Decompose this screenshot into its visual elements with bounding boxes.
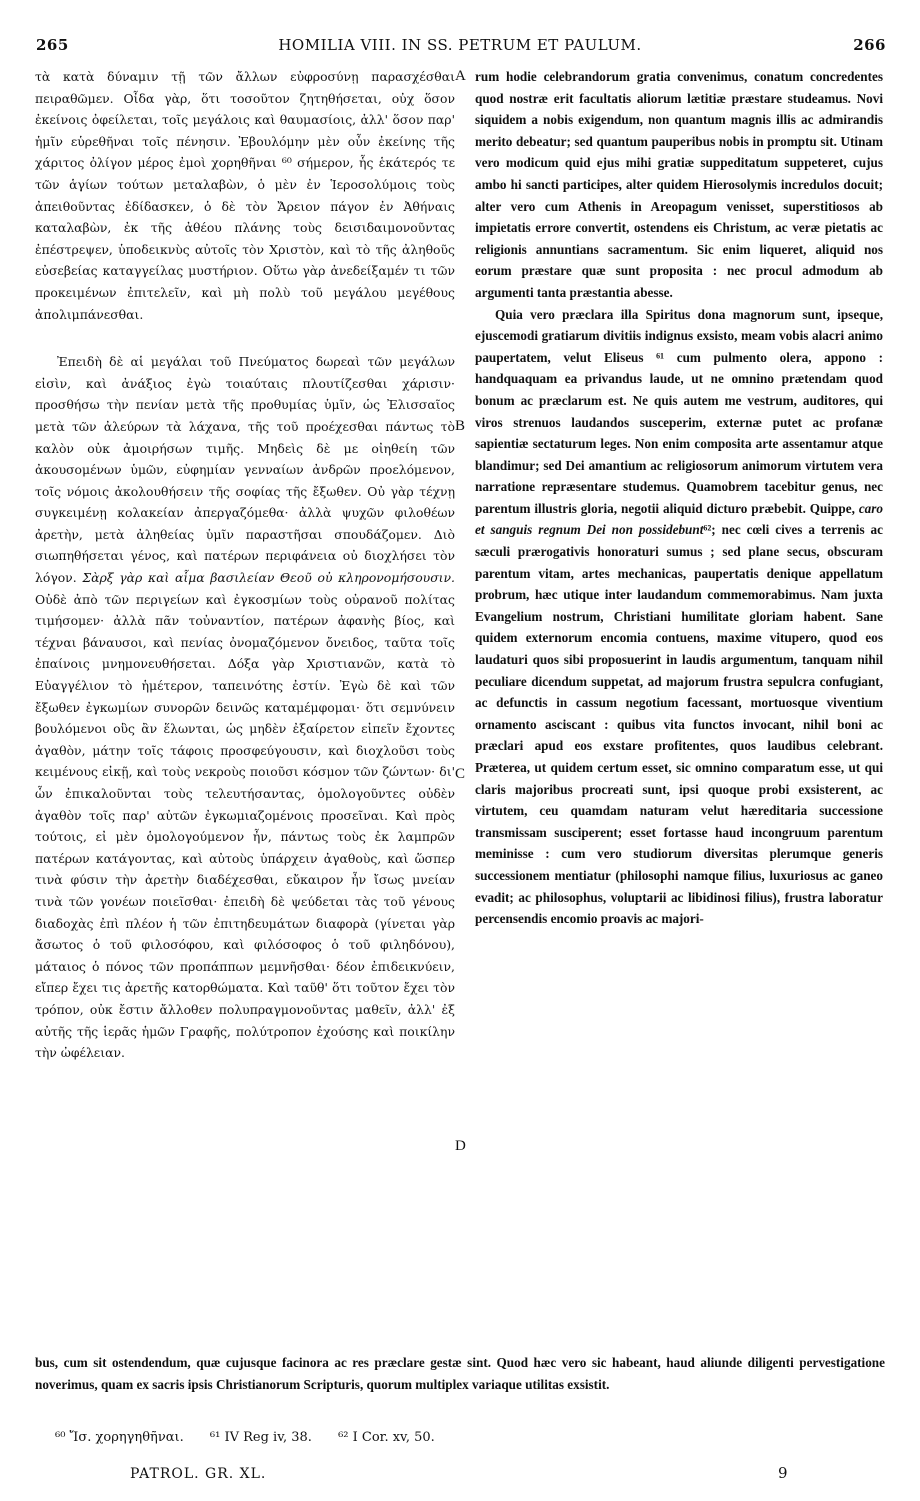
full-width-latin-ending: bus, cum sit ostendendum, quæ cujusque facinora ac res præclare gestæ sint. Quod hæc vero sic habeant, haud aliunde diligenti pervestigatione noverimus, quam ex sacris ipsis Christianorum Scripturis, quorum multiplex variaque utilitas exsistit. xyxy=(35,1355,885,1392)
greek-paragraph-2 xyxy=(35,351,455,1064)
running-header xyxy=(30,36,890,60)
section-marker-a: A xyxy=(455,68,466,84)
signature-mark: PATROL. GR. XL. xyxy=(130,1466,267,1482)
latin-paragraph-2-end: ; nec cœli cives a terrenis ac sæculi prærogativis honoraturi sumus ; sed plane secus, obscuram parentum vitam, artes mechanicas, paupertatis denique appellatum probrum, hæc utique inter laudandum commemorabimus. Nam juxta Evangelium nostrum, Christiani humilitate gloriam habent. Sane quidem externorum encomia contuens, maxime vitupero, quod eos laudaturi quos sibi proposuerint in laudis argumentum, tanquam nihil peculiare dicendum suppetat, ad majorum frustra sepulcra confugiant, ac defunctis in cassum negotium facessant, mortuosque viventium ornamento asciscant : quibus vita functos invocant, nihil boni ac præclari apud eos exstare profitentes, quos laudibus celebrant. Præterea, ut quidem certum esset, sic omnino comparatum esse, ut qui claris majoribus procreati sunt, ipsi quoque probi exsisterent, ac virtutem, ceu quamdam naturam velut hæreditaria successione transmissam susciperent; esset fortasse haud incongruum parentum meminisse : cum vero studiorum diversitas plerumque generis successionem mentiatur (philosophi namque filius, luxuriosus ac ganeo evadit; ac philosophus, voluptarii ac libidinosi filius), frustra laboratur percensendis encomio proavis ac majori- xyxy=(475,522,883,927)
footnote-61: ⁶¹ IV Reg iv, 38. xyxy=(209,1430,312,1445)
greek-paragraph-2-end: Οὐδὲ ἀπὸ τῶν περιγείων καὶ ἐγκοσμίων τοὺς οὐρανοῦ πολίτας τιμήσομεν· ἀλλὰ πᾶν τοὐναντίον, πατέρων ἀφανὴς βίος, καὶ τέχναι βάναυσοι, καὶ πενίας ὀνομαζόμενον ὄνειδος, ταῦτα τοῖς ἐπαίνοις μνημονευθήσεται. Δόξα γὰρ Χριστιανῶν, κατὰ τὸ Εὐαγγέλιον τὸ ἡμέτερον, ταπεινότης ἐστίν. Ἐγὼ δὲ καὶ τῶν ἔξωθεν ἐγκωμίων συνορῶν δεινῶς καταμέμφομαι· ὅτι σεμνύνειν βουλόμενοι οὓς ἂν ἕλωνται, ὡς μηδὲν ἐξαίρετον εἰπεῖν ἔχοντες ἀγαθὸν, μάτην τοῖς τάφοις προσφεύγουσιν, καὶ διοχλοῦσι τοὺς κειμένους εἰκῇ, καὶ τοὺς νεκροὺς ποιοῦσι κόσμον τῶν ζώντων· δι' ὧν ἐπικαλοῦνται τοὺς τελευτήσαντας, ὁμολογοῦντες οὐδὲν ἀγαθὸν τοῖς παρ' αὐτῶν ἐγκωμιαζομένοις προσεῖναι. Καὶ πρὸς τούτοις, εἰ μὲν ὁμολογούμενον ἦν, πάντως τοὺς ἐκ λαμπρῶν πατέρων κατάγοντας, καὶ αὐτοὺς ὑπάρχειν ἀγαθοὺς, καὶ ὥσπερ τινὰ φύσιν τὴν ἀρετὴν διαδέχεσθαι, εὔκαιρον ἦν ἴσως μνείαν τινὰ τῶν γονέων ποιεῖσθαι· ἐπειδὴ δὲ ψεύδεται τὰς τοῦ γένους διαδοχὰς ἐπὶ πλέον ἡ τῶν ἐπιτηδευμάτων διαφορὰ (γίνεται γὰρ ἄσωτος ὁ τοῦ φιλοσόφου, καὶ φιλόσοφος ὁ τοῦ φιληδόνου), μάταιος ὁ πόνος τῶν προπάππων μεμνῆσθαι· δέον ἐπιδεικνύειν, εἴπερ ἔχει τις ἀρετῆς κατορθώματα. Καὶ ταῦθ' ὅτι τοῦτον ἔχει τὸν τρόπον, οὐκ ἔστιν ἄλλοθεν πολυπραγμονοῦντας μαθεῖν, ἀλλ' ἐξ αὐτῆς τῆς ἱερᾶς ἡμῶν Γραφῆς, πολύτροπον ἐχούσης καὶ ποικίλην τὴν ὠφέλειαν. xyxy=(35,591,455,1061)
latin-footnote-ref: ⁶² xyxy=(703,522,712,538)
footnotes xyxy=(55,1430,875,1445)
latin-scripture-quote: caro et sanguis regnum Dei non possidebunt xyxy=(475,500,884,538)
greek-paragraph-1: τὰ κατὰ δύναμιν τῇ τῶν ἄλλων εὐφροσύνῃ παρασχέσθαι πειραθῶμεν. Οἶδα γὰρ, ὅτι τοσοῦτον ζητηθήσεται, οὐχ ὅσον ἐκείνοις ὀφείλεται, τοῖς μεγάλοις καὶ θαυμασίοις, ἀλλ' ὅσον παρ' ἡμῖν εὑρεθῆναι τοῖς πένησιν. Ἐβουλόμην μὲν οὖν ἐκείνης τῆς χάριτος ὀλίγον μέρος ἐμοὶ χορηθῆναι ⁶⁰ σήμερον, ἧς ἑκάτερός τε τῶν ἁγίων τούτων μεταλαβὼν, ὁ μὲν ἐν Ἱεροσολύμοις τοὺς ἀπειθοῦντας ἐδίδασκεν, ὁ δὲ τὸν Ἄρειον πάγον ἐν Ἀθήναις καταλαβὼν, ἐκ τῆς ἀθέου πλάνης τοὺς δεισιδαιμονοῦντας ἐπέστρεψεν, ὑποδεικνὺς αὐτοῖς τὸν Χριστὸν, καὶ τὸ τῆς ἀληθοῦς εὐσεβείας καταγγείλας μυστήριον. Οὕτω γὰρ ἀνεδείξαμέν τι τῶν προκειμένων ἐπιτελεῖν, καὶ μὴ πολὺ τοῦ μεγάλου μεγέθους ἀπολιμπάνεσθαι. xyxy=(35,69,455,322)
page-number-right: 266 xyxy=(853,36,886,54)
footnote-60: ⁶⁰ Ἴσ. χορηγηθῆναι. xyxy=(55,1430,184,1445)
latin-paragraph-2 xyxy=(475,304,883,930)
running-title: HOMILIA VIII. IN SS. PETRUM ET PAULUM. xyxy=(278,36,642,54)
greek-scripture-quote: Σὰρξ γὰρ καὶ αἷμα βασιλείαν Θεοῦ οὐ κληρονομήσουσιν. xyxy=(82,570,455,586)
section-marker-d: D xyxy=(455,1138,466,1154)
section-marker-c: C xyxy=(455,766,466,782)
greek-column xyxy=(35,66,455,1064)
latin-paragraph-1: rum hodie celebrandorum gratia convenimus, conatum concredentes quod nostræ erit facultatis aliorum lætitiæ præstare studeamus. Novi siquidem a nobis exigendum, non quantum magnis illis ac admirandis merito debeatur; sed quantum pauperibus nobis in promptu sit. Utinam vero modicum quid ejus mihi gratiæ suppeditatum suppeteret, cujus ambo hi sancti participes, alter quidem Hierosolymis incredulos docuit; alter vero cum Athenis in Areopagum venisset, superstitiosos ab impietatis errore convertit, ostendens eis Christum, ac veræ pietatis ac religionis annuntians sacramentum. Sic enim liqueret, aliquid nos eorum præstare quæ sunt proposita : nec procul admodum ab argumenti tanta præstantia abesse. xyxy=(475,69,883,300)
footnote-62: ⁶² I Cor. xv, 50. xyxy=(338,1430,435,1445)
section-marker-b: B xyxy=(455,418,466,434)
greek-paragraph-2-start: Ἐπειδὴ δὲ αἱ μεγάλαι τοῦ Πνεύματος δωρεαὶ τῶν μεγάλων εἰσὶν, καὶ ἀνάξιος ἐγὼ τοιαύταις πλουτίζεσθαι χάρισιν· προσθήσω τὴν πενίαν μετὰ τῆς προθυμίας ὑμῖν, ὡς Ἐλισσαῖος μετὰ τῶν ἀλεύρων τὰ λάχανα, τῆς τοῦ προέχεσθαι πάντως τὸ καλὸν οὐκ ἀμοιρήσων τιμῆς. Μηδεὶς δὲ με οἰηθείη τῶν ἀκουσομένων ὑμῶν, εὐφημίαν γενναίων ἀνδρῶν προελόμενον, τοῖς νόμοις ἀκολουθήσειν τῆς σοφίας τῆς ἔξωθεν. Οὐ γὰρ τέχνῃ συγκειμένῃ κολακείαν ἀπεργαζόμεθα· ἀλλὰ ψυχῶν φιλοθέων ἀρετὴν, μετὰ ἀληθείας ὑμῖν παραστῆσαι σπουδάζομεν. Διὸ σιωπηθήσεται γένος, καὶ πατέρων περιφάνεια οὐ διοχλήσει τὸν λόγον. xyxy=(35,354,455,586)
latin-column xyxy=(475,66,883,930)
page-number-left: 265 xyxy=(36,36,69,54)
latin-paragraph-2-start: Quia vero præclara illa Spiritus dona magnorum sunt, ipseque, ejuscemodi gratiarum divitiis indignus exsisto, meam vobis alacri animo paupertatem, velut Eliseus ⁶¹ cum pulmento olera, appono : handquaquam ea privandus laude, ut ne omnino prætendam quod bonum ac præclarum est. Ne quis autem me vestrum, auditores, qui viros strenuos laudandos susceperim, externæ putet ac profanæ sapientiæ sectaturum leges. Non enim composita arte assentamur atque blandimur; sed Dei amantium ac religiosorum animorum virtutem vera narratione repræsentare studemus. Quamobrem tacebitur genus, nec parentum illustris gloria, negotii aliquid dicturo præbebit. Quippe, xyxy=(475,306,883,516)
signature-number: 9 xyxy=(778,1464,788,1482)
